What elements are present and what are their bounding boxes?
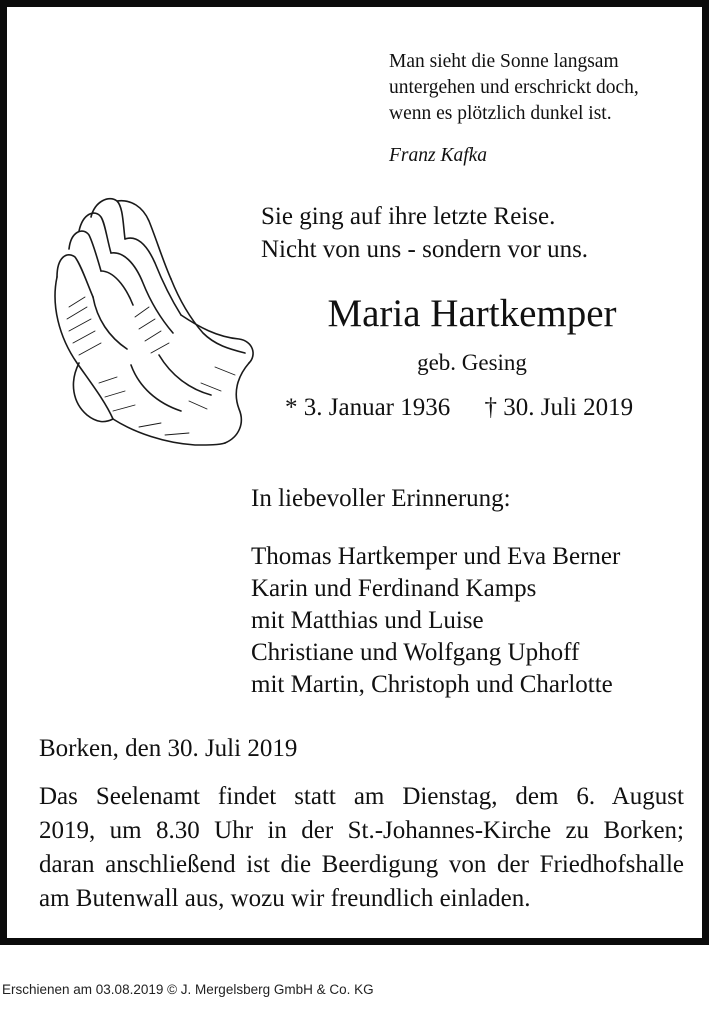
quote-author: Franz Kafka [389, 145, 488, 166]
motto-line: Sie ging auf ihre letzte Reise. [261, 203, 556, 230]
mourner-line: Karin und Ferdinand Kamps [251, 575, 537, 602]
mourners-list [251, 541, 620, 701]
publication-footer: Erschienen am 03.08.2019 © J. Mergelsberg GmbH & Co. KG [2, 982, 374, 997]
quote [389, 49, 709, 127]
funeral-line: 2019, um 8.30 Uhr in der St.-Johannes-Kirche zu Borken; [39, 817, 684, 844]
motto [261, 200, 588, 266]
mourner-line: mit Martin, Christoph und Charlotte [251, 671, 613, 698]
quote-line: untergehen und erschrickt doch, [389, 77, 639, 98]
maiden-name: geb. Gesing [417, 350, 527, 375]
mourner-line: Christiane und Wolfgang Uphoff [251, 639, 580, 666]
funeral-line: daran anschließend ist die Beerdigung von der Friedhofshalle [39, 851, 684, 878]
memory-heading: In liebevoller Erinnerung: [251, 485, 511, 512]
funeral-line: am Butenwall aus, wozu wir freundlich einladen. [39, 885, 531, 912]
mourner-line: mit Matthias und Luise [251, 607, 484, 634]
funeral-notice [39, 780, 684, 916]
funeral-line: Das Seelenamt findet statt am Dienstag, dem 6. August [39, 783, 684, 810]
deceased-name: Maria Hartkemper [327, 292, 617, 335]
motto-line: Nicht von uns - sondern vor uns. [261, 236, 589, 263]
quote-line: wenn es plötzlich dunkel ist. [389, 103, 612, 124]
place-date: Borken, den 30. Juli 2019 [39, 735, 298, 762]
death-date: † 30. Juli 2019 [484, 394, 634, 421]
birth-date: * 3. Januar 1936 [285, 394, 451, 421]
quote-line: Man sieht die Sonne langsam [389, 51, 619, 72]
mourner-line: Thomas Hartkemper und Eva Berner [251, 543, 621, 570]
life-dates [285, 394, 633, 422]
